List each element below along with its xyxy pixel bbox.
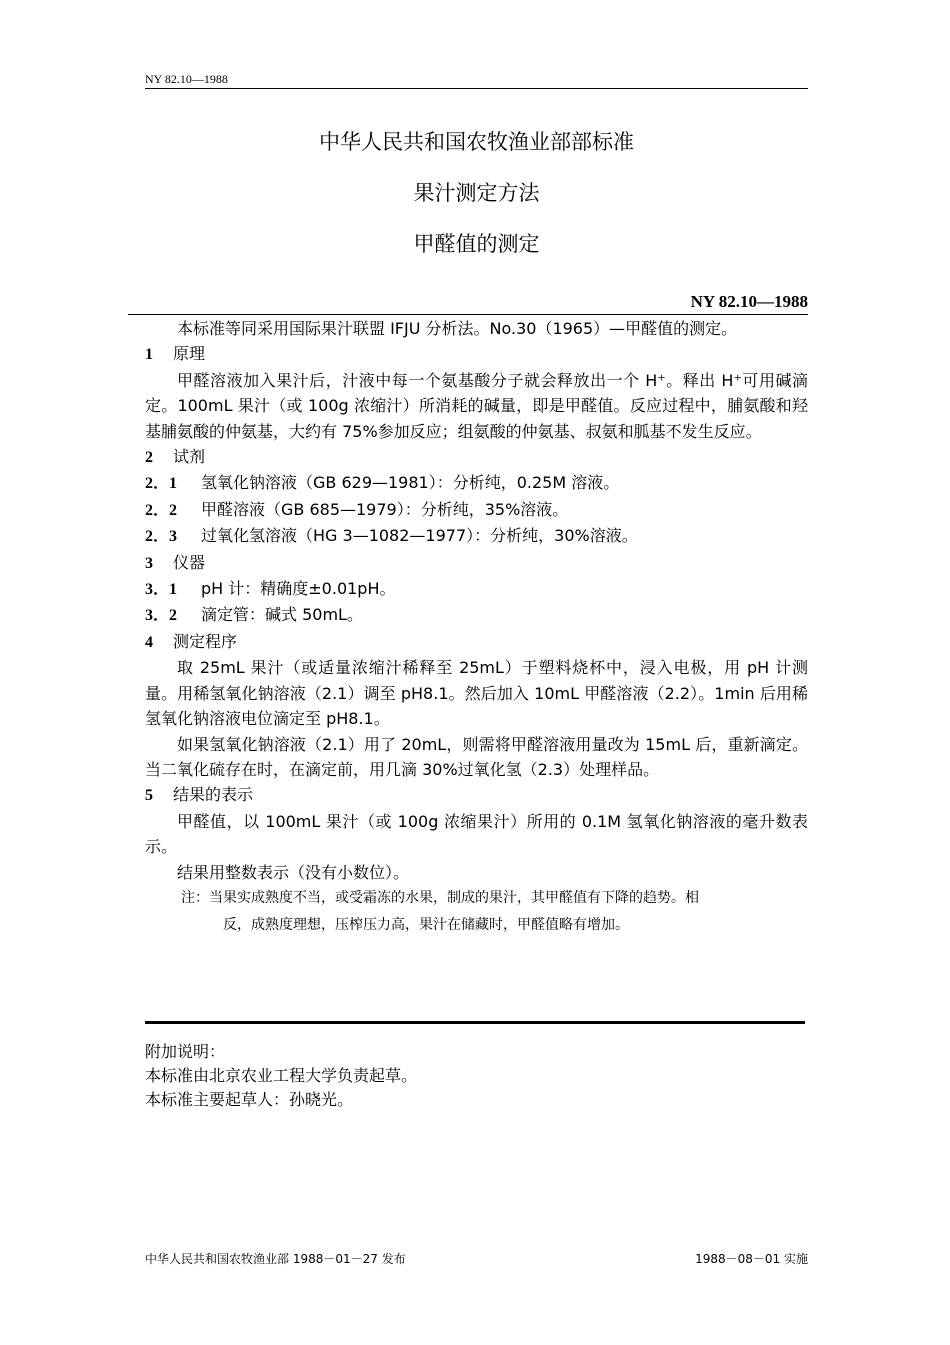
section-3-heading [145,550,808,576]
section-title: 仪器 [173,552,206,572]
item-text: 氢氧化钠溶液（GB 629—1981）：分析纯，0.25M 溶液。 [201,473,620,493]
intro-paragraph: 本标准等同采用国际果汁联盟 IFJU 分析法。No.30（1965）—甲醛值的测定。 [177,319,738,338]
item-number: 2．2 [145,501,178,519]
item-number: 3．1 [145,581,178,599]
item-text: 滴定管：碱式 50mL。 [201,605,363,625]
appendix [145,1040,417,1112]
section-title: 原理 [173,344,206,364]
section-number: 5 [145,787,153,805]
item-number: 2．3 [145,528,178,546]
appendix-rule [145,1021,805,1024]
section-1-heading [145,341,808,367]
note-line-2: 反，成熟度理想，压榨压力高，果汁在储藏时，甲醛值略有增加。 [223,916,629,933]
section-title: 测定程序 [173,631,238,651]
standard-rule [128,314,808,315]
item-number: 2．1 [145,475,178,493]
section-1-text: 甲醛溶液加入果汁后，汁液中每一个氨基酸分子就会释放出一个 H⁺。释出 H⁺可用碱滴定。100mL 果汁（或 100g 浓缩汁）所消耗的碱量，即是甲醛值。反应过程中，脯氨酸和羟基脯氨酸的仲氨基，大约有 75%参加反应；组氨酸的仲氨基、叔氨和胍基不发生反应。 [145,370,808,441]
section-5-paragraph-2: 结果用整数表示（没有小数位）。 [177,862,410,882]
header-rule [145,88,808,89]
appendix-title: 附加说明： [145,1042,226,1061]
item-3-2 [145,602,808,628]
item-3-1 [145,576,808,602]
title-subject: 甲醛值的测定 [413,232,540,256]
item-2-3 [145,523,808,549]
footer-effective: 1988－08－01 实施 [695,1252,808,1266]
note [145,885,808,939]
section-4-paragraph-2: 如果氢氧化钠溶液（2.1）用了 20mL，则需将甲醛溶液用量改为 15mL 后，重新滴定。当二氧化硫存在时，在滴定前，用几滴 30%过氧化氢（2.3）处理样品。 [145,734,808,779]
section-number: 4 [145,633,153,651]
section-5-paragraph-1: 甲醛值，以 100mL 果汁（或 100g 浓缩果汁）所用的 0.1M 氢氧化钠溶液的毫升数表示。 [145,811,808,857]
section-title: 试剂 [173,447,206,467]
section-number: 2 [145,449,153,467]
section-4-paragraph-1: 取 25mL 果汁（或适量浓缩汁稀释至 25mL）于塑料烧杯中，浸入电极，用 pH 计测量。用稀氢氧化钠溶液（2.1）调至 pH8.1。然后加入 10mL 甲醛溶液（2.2）。1min 后用稀氢氧化钠溶液电位滴定至 pH8.1。 [145,658,808,729]
header-code: NY 82.10—1988 [145,72,228,86]
appendix-line-2: 本标准主要起草人：孙晓光。 [145,1090,354,1109]
item-text: 过氧化氢溶液（HG 3—1082—1977）：分析纯，30%溶液。 [201,526,638,546]
title-ministry: 中华人民共和国农牧渔业部部标准 [319,130,634,154]
section-5-heading [145,782,808,808]
section-title: 结果的表示 [173,785,254,805]
item-2-2 [145,497,808,523]
note-line-1: 注：当果实成熟度不当，或受霜冻的水果，制成的果汁，其甲醛值有下降的趋势。相 [181,889,699,906]
appendix-line-1: 本标准由北京农业工程大学负责起草。 [145,1066,418,1085]
section-number: 3 [145,554,153,572]
footer-issued: 中华人民共和国农牧渔业部 1988－01－27 发布 [145,1252,406,1266]
standard-number: NY 82.10—1988 [690,292,808,311]
section-4-heading [145,629,808,655]
section-number: 1 [145,346,153,364]
item-text: 甲醛溶液（GB 685—1979）：分析纯，35%溶液。 [201,499,569,519]
item-2-1 [145,470,808,496]
title-method: 果汁测定方法 [413,181,540,205]
document-body [145,316,808,939]
item-text: pH 计：精确度±0.01pH。 [201,579,396,599]
section-2-heading [145,444,808,470]
item-number: 3．2 [145,607,178,625]
